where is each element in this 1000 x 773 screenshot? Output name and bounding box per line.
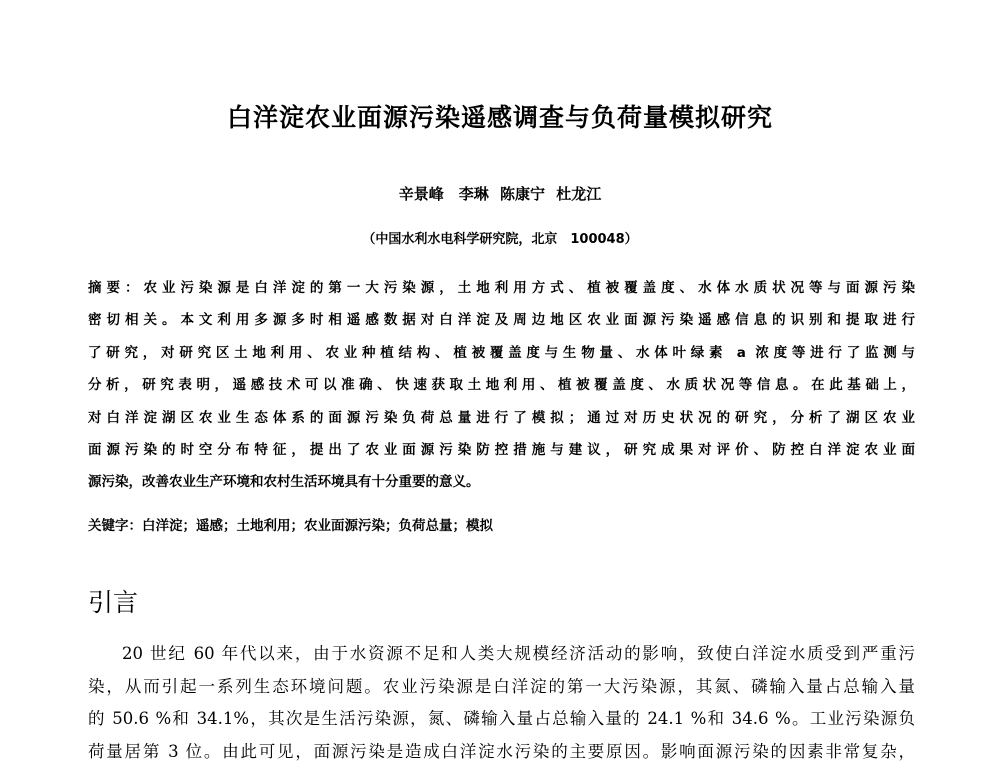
abstract-line: 源污染，改善农业生产环境和农村生活环境具有十分重要的意义。	[88, 472, 915, 504]
keywords: 关键字：白洋淀；遥感；土地利用；农业面源污染；负荷总量；模拟	[88, 514, 493, 534]
body-paragraph	[88, 643, 915, 773]
abstract-line: 密切相关。本文利用多源多时相遥感数据对白洋淀及周边地区农业面源污染遥感信息的识别和提取进行	[88, 310, 915, 342]
abstract-line: 对白洋淀湖区农业生态体系的面源污染负荷总量进行了模拟；通过对历史状况的研究，分析了湖区农业	[88, 408, 915, 440]
section-heading: 引言	[88, 583, 138, 619]
body-line: 荷量居第 3 位。由此可见，面源污染是造成白洋淀水污染的主要原因。影响面源污染的因素非常复杂，	[88, 741, 915, 773]
body-line: 20 世纪 60 年代以来，由于水资源不足和人类大规模经济活动的影响，致使白洋淀水质受到严重污	[88, 643, 915, 676]
abstract-line: 分析，研究表明，遥感技术可以准确、快速获取土地利用、植被覆盖度、水质状况等信息。在此基础上，	[88, 375, 915, 407]
abstract-line: 摘要：农业污染源是白洋淀的第一大污染源，土地利用方式、植被覆盖度、水体水质状况等与面源污染	[88, 278, 915, 310]
affiliation: （中国水利水电科学研究院，北京 100048）	[0, 228, 1000, 247]
authors: 辛景峰 李琳 陈康宁 杜龙江	[0, 183, 1000, 204]
abstract-line: 了研究，对研究区土地利用、农业种植结构、植被覆盖度与生物量、水体叶绿素 a 浓度等进行了监测与	[88, 343, 915, 375]
abstract-line: 面源污染的时空分布特征，提出了农业面源污染防控措施与建议，研究成果对评价、防控白洋淀农业面	[88, 440, 915, 472]
body-line: 染，从而引起一系列生态环境问题。农业污染源是白洋淀的第一大污染源，其氮、磷输入量占总输入量	[88, 676, 915, 709]
abstract	[88, 278, 915, 505]
body-line: 的 50.6 %和 34.1%，其次是生活污染源，氮、磷输入量占总输入量的 24.1 %和 34.6 %。工业污染源负	[88, 708, 915, 741]
paper-title: 白洋淀农业面源污染遥感调查与负荷量模拟研究	[0, 98, 1000, 134]
